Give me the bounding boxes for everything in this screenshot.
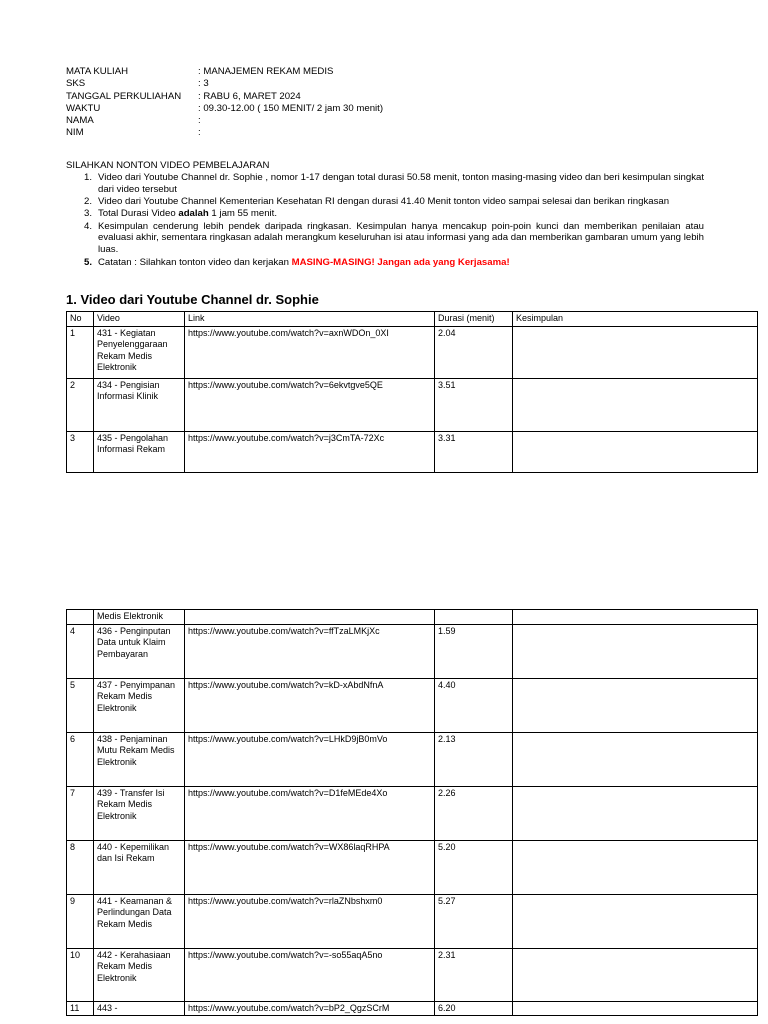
- cell-no: 2: [67, 378, 94, 431]
- instruction-text: [98, 257, 704, 269]
- info-value: : MANAJEMEN REKAM MEDIS: [198, 66, 334, 77]
- video-table: [66, 311, 758, 473]
- cell-no: 11: [67, 1001, 94, 1016]
- cell-kesimpulan[interactable]: [513, 431, 758, 472]
- cell-video: 435 - Pengolahan Informasi Rekam: [94, 431, 185, 472]
- instruction-text-post: 1 jam 55 menit.: [208, 208, 278, 220]
- cell-video: 437 - Penyimpanan Rekam Medis Elektronik: [94, 678, 185, 732]
- instruction-item: [84, 208, 704, 220]
- cell-kesimpulan[interactable]: [513, 678, 758, 732]
- instructions-list: [84, 172, 704, 269]
- cell-video: 443 -: [94, 1001, 185, 1016]
- table-row: [67, 326, 758, 378]
- cell-durasi: 2.04: [435, 326, 513, 378]
- cell-kesimpulan[interactable]: [513, 840, 758, 894]
- instruction-text: Video dari Youtube Channel Kementerian Kesehatan RI dengan durasi 41.40 Menit tonton video sampai selesai dan berikan ringkasan: [98, 196, 670, 208]
- info-value: : 09.30-12.00 ( 150 MENIT/ 2 jam 30 menit): [198, 102, 384, 114]
- cell-kesimpulan[interactable]: [513, 326, 758, 378]
- cell-kesimpulan[interactable]: [513, 948, 758, 1001]
- instruction-text-pre: Catatan : Silahkan tonton video dan kerjakan: [98, 256, 292, 268]
- cell-no: 3: [67, 431, 94, 472]
- cell-link[interactable]: https://www.youtube.com/watch?v=bP2_QgzSCrM: [185, 1001, 435, 1016]
- instruction-item: [84, 221, 704, 256]
- cell-video: 442 - Kerahasiaan Rekam Medis Elektronik: [94, 948, 185, 1001]
- header-kesimpulan: Kesimpulan: [513, 312, 758, 327]
- info-label: TANGGAL PERKULIAHAN: [66, 90, 182, 102]
- video-table-continued: [66, 609, 758, 1016]
- warning-text: MASING-MASING! Jangan ada yang Kerjasama!: [291, 256, 510, 268]
- instruction-text: Kesimpulan cenderung lebih pendek daripada ringkasan. Kesimpulan hanya mencakup poin-poin kunci dan memberikan penilaian atau evaluasi akhir, sementara ringkasan adalah merangkum keseluruhan isi atau informasi yang ada dan memberikan gambaran umum yang lebih luas.: [98, 220, 704, 256]
- cell-link[interactable]: https://www.youtube.com/watch?v=6ekvtgve5QE: [185, 378, 435, 431]
- info-value: :: [198, 127, 201, 139]
- cell-video: 436 - Penginputan Data untuk Klaim Pembayaran: [94, 624, 185, 678]
- header-no: No: [67, 312, 94, 327]
- instructions-title: SILAHKAN NONTON VIDEO PEMBELAJARAN: [66, 160, 270, 171]
- cell-durasi: 4.40: [435, 678, 513, 732]
- cell-no: 6: [67, 732, 94, 786]
- info-row-sks: [66, 78, 383, 90]
- cell-link[interactable]: https://www.youtube.com/watch?v=ffTzaLMKjXc: [185, 624, 435, 678]
- cell-no: [67, 610, 94, 625]
- info-label: WAKTU: [66, 102, 101, 114]
- info-label: NIM: [66, 127, 84, 139]
- info-row-mata-kuliah: [66, 66, 383, 78]
- header-link: Link: [185, 312, 435, 327]
- cell-no: 10: [67, 948, 94, 1001]
- cell-link[interactable]: https://www.youtube.com/watch?v=LHkD9jB0mVo: [185, 732, 435, 786]
- cell-kesimpulan[interactable]: [513, 732, 758, 786]
- info-value: : RABU 6, MARET 2024: [198, 90, 301, 102]
- table-row: [67, 624, 758, 678]
- table-row: [67, 840, 758, 894]
- table-row: [67, 431, 758, 472]
- info-row-waktu: [66, 103, 383, 115]
- cell-video: 441 - Keamanan & Perlindungan Data Rekam Medis: [94, 894, 185, 948]
- cell-durasi: 2.26: [435, 786, 513, 840]
- cell-link[interactable]: https://www.youtube.com/watch?v=D1feMEde4Xo: [185, 786, 435, 840]
- cell-durasi: 1.59: [435, 624, 513, 678]
- table-header-row: [67, 312, 758, 327]
- table-row: [67, 678, 758, 732]
- cell-kesimpulan: [513, 610, 758, 625]
- cell-video: 438 - Penjaminan Mutu Rekam Medis Elektronik: [94, 732, 185, 786]
- cell-no: 9: [67, 894, 94, 948]
- info-value: :: [198, 115, 201, 127]
- instruction-number: 1.: [84, 172, 93, 183]
- info-label: MATA KULIAH: [66, 66, 129, 77]
- info-row-nama: [66, 115, 383, 127]
- instruction-text: [98, 208, 704, 220]
- info-label: SKS: [66, 78, 86, 90]
- section-title: 1. Video dari Youtube Channel dr. Sophie: [66, 292, 319, 307]
- cell-no: 7: [67, 786, 94, 840]
- info-row-tanggal: [66, 91, 383, 103]
- cell-link: [185, 610, 435, 625]
- info-row-nim: [66, 127, 383, 139]
- cell-durasi: 5.20: [435, 840, 513, 894]
- cell-link[interactable]: https://www.youtube.com/watch?v=rlaZNbshxm0: [185, 894, 435, 948]
- cell-no: 1: [67, 326, 94, 378]
- cell-durasi: [435, 610, 513, 625]
- course-info: [66, 66, 383, 140]
- instruction-text-pre: Total Durasi Video: [98, 208, 179, 220]
- cell-durasi: 3.51: [435, 378, 513, 431]
- instruction-number: 5.: [84, 256, 93, 268]
- cell-link[interactable]: https://www.youtube.com/watch?v=-so55aqA5no: [185, 948, 435, 1001]
- cell-kesimpulan[interactable]: [513, 786, 758, 840]
- cell-kesimpulan[interactable]: [513, 894, 758, 948]
- cell-video: 434 - Pengisian Informasi Klinik: [94, 378, 185, 431]
- table-row: [67, 894, 758, 948]
- table-row: [67, 1001, 758, 1016]
- cell-durasi: 6.20: [435, 1001, 513, 1016]
- header-durasi: Durasi (menit): [435, 312, 513, 327]
- cell-kesimpulan[interactable]: [513, 624, 758, 678]
- table-row: [67, 948, 758, 1001]
- instruction-number: 2.: [84, 196, 93, 208]
- cell-no: 4: [67, 624, 94, 678]
- cell-durasi: 5.27: [435, 894, 513, 948]
- cell-durasi: 2.31: [435, 948, 513, 1001]
- cell-no: 5: [67, 678, 94, 732]
- table-row: [67, 732, 758, 786]
- info-label: NAMA: [66, 115, 94, 127]
- cell-durasi: 2.13: [435, 732, 513, 786]
- cell-video: Medis Elektronik: [94, 610, 185, 625]
- instruction-item: [84, 196, 704, 208]
- cell-link[interactable]: https://www.youtube.com/watch?v=axnWDOn_0XI: [185, 326, 435, 378]
- cell-video: 439 - Transfer Isi Rekam Medis Elektronik: [94, 786, 185, 840]
- instruction-item: [84, 172, 704, 196]
- table-row: [67, 378, 758, 431]
- table-row-continuation: [67, 610, 758, 625]
- cell-link[interactable]: https://www.youtube.com/watch?v=WX86laqRHPA: [185, 840, 435, 894]
- cell-link[interactable]: https://www.youtube.com/watch?v=j3CmTA-72Xc: [185, 431, 435, 472]
- cell-durasi: 3.31: [435, 431, 513, 472]
- instruction-text: Video dari Youtube Channel dr. Sophie , nomor 1-17 dengan total durasi 50.58 menit, tonton masing-masing video dan beri kesimpulan singkat dari video tersebut: [98, 172, 704, 195]
- cell-kesimpulan[interactable]: [513, 1001, 758, 1016]
- info-value: : 3: [198, 78, 209, 90]
- cell-link[interactable]: https://www.youtube.com/watch?v=kD-xAbdNfnA: [185, 678, 435, 732]
- cell-video: 440 - Kepemilikan dan Isi Rekam: [94, 840, 185, 894]
- cell-no: 8: [67, 840, 94, 894]
- instruction-number: 4.: [84, 220, 93, 232]
- instruction-item: [84, 257, 704, 269]
- cell-kesimpulan[interactable]: [513, 378, 758, 431]
- header-video: Video: [94, 312, 185, 327]
- instruction-text-bold: adalah: [178, 208, 209, 220]
- instruction-number: 3.: [84, 208, 93, 220]
- cell-video: 431 - Kegiatan Penyelenggaraan Rekam Medis Elektronik: [94, 326, 185, 378]
- table-row: [67, 786, 758, 840]
